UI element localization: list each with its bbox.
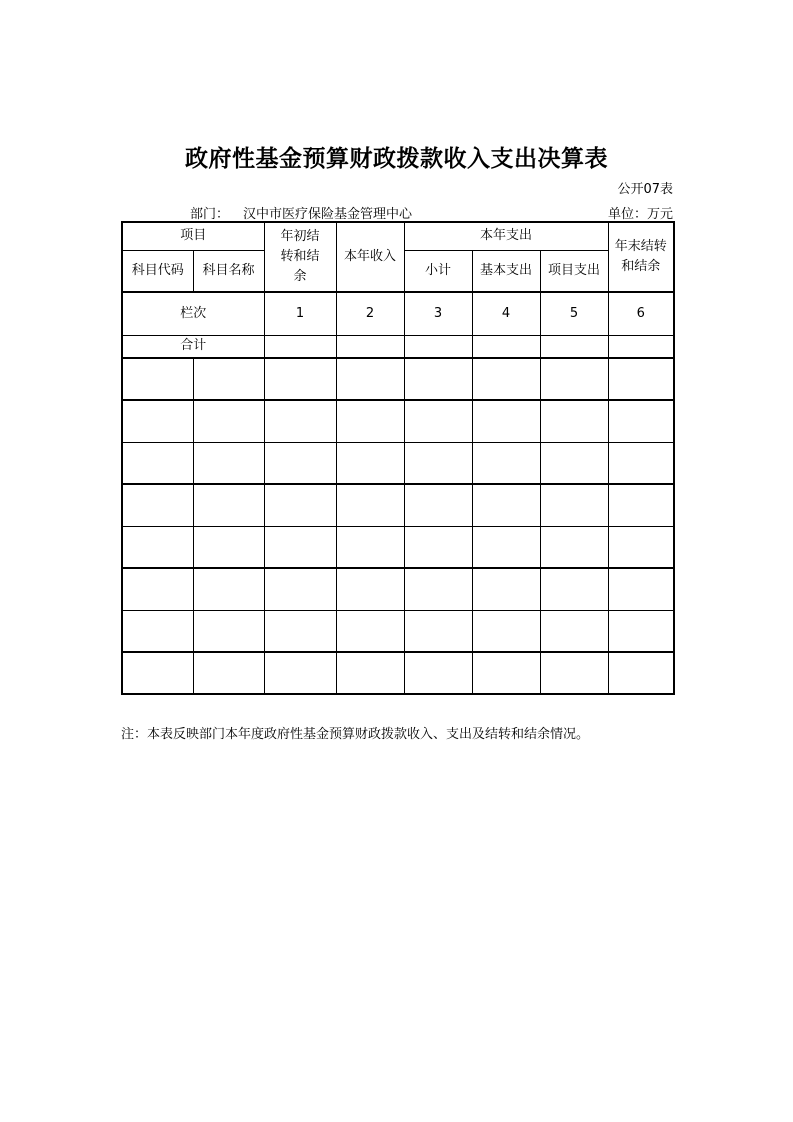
header-subject-name: 科目名称 [193, 250, 264, 292]
table-row [122, 610, 674, 652]
table-row [122, 568, 674, 610]
table-cell [336, 652, 404, 694]
table-cell [608, 358, 674, 400]
table-cell [336, 484, 404, 526]
column-number: 6 [608, 292, 674, 335]
table-cell [193, 610, 264, 652]
table-cell [122, 400, 193, 442]
table-cell [404, 484, 472, 526]
total-row [122, 335, 674, 358]
header-ending-balance [608, 222, 674, 292]
header-beginning-balance [264, 222, 336, 292]
table-row [122, 652, 674, 694]
table-cell [404, 610, 472, 652]
table-cell [193, 526, 264, 568]
table-cell [404, 358, 472, 400]
total-cell [608, 335, 674, 358]
table-cell [540, 484, 608, 526]
table-cell [404, 400, 472, 442]
header-subtotal: 小计 [404, 250, 472, 292]
table-cell [472, 442, 540, 484]
department-name: 汉中市医疗保险基金管理中心 [243, 207, 413, 222]
unit-label: 单位：万元 [607, 207, 673, 222]
total-cell [264, 335, 336, 358]
table-cell [472, 358, 540, 400]
table-cell [264, 400, 336, 442]
table-cell [540, 652, 608, 694]
header-basic-expense: 基本支出 [472, 250, 540, 292]
form-number: 公开07表 [617, 182, 673, 197]
table-cell [264, 610, 336, 652]
page-title: 政府性基金预算财政拨款收入支出决算表 [185, 146, 608, 172]
table-cell [264, 358, 336, 400]
header-ending-balance-text: 年末结转和结余 [614, 239, 667, 274]
table-cell [404, 652, 472, 694]
table-cell [193, 652, 264, 694]
column-number: 5 [540, 292, 608, 335]
table-cell [608, 652, 674, 694]
table-cell [608, 568, 674, 610]
table-cell [608, 400, 674, 442]
total-cell [472, 335, 540, 358]
table-cell [122, 568, 193, 610]
header-subject-code: 科目代码 [122, 250, 193, 292]
table-cell [122, 652, 193, 694]
header-row-1 [122, 222, 674, 250]
table-cell [193, 358, 264, 400]
table-cell [336, 442, 404, 484]
table-row [122, 442, 674, 484]
table-cell [540, 358, 608, 400]
table-cell [540, 610, 608, 652]
table-cell [193, 442, 264, 484]
column-number: 2 [336, 292, 404, 335]
table-cell [193, 568, 264, 610]
table-cell [122, 610, 193, 652]
table-row [122, 400, 674, 442]
total-label: 合计 [122, 335, 264, 358]
table-cell [264, 568, 336, 610]
header-project-expense: 项目支出 [540, 250, 608, 292]
table-cell [336, 358, 404, 400]
table-cell [472, 526, 540, 568]
table-cell [264, 484, 336, 526]
table-cell [336, 526, 404, 568]
table-cell [264, 442, 336, 484]
table-cell [264, 652, 336, 694]
department-label: 部门： [190, 207, 230, 222]
table-cell [193, 400, 264, 442]
budget-table [121, 221, 675, 695]
table-cell [472, 400, 540, 442]
total-cell [336, 335, 404, 358]
table-cell [540, 442, 608, 484]
table-cell [404, 526, 472, 568]
table-cell [122, 484, 193, 526]
table-cell [472, 610, 540, 652]
footnote: 注：本表反映部门本年度政府性基金预算财政拨款收入、支出及结转和结余情况。 [121, 727, 590, 742]
table-cell [336, 568, 404, 610]
header-current-income: 本年收入 [336, 222, 404, 292]
table-cell [540, 400, 608, 442]
table-cell [608, 526, 674, 568]
table-cell [122, 358, 193, 400]
table-cell [193, 484, 264, 526]
table-row [122, 358, 674, 400]
table-cell [336, 610, 404, 652]
column-number: 3 [404, 292, 472, 335]
table-cell [264, 526, 336, 568]
column-index-row [122, 292, 674, 335]
table-cell [540, 568, 608, 610]
table-cell [336, 400, 404, 442]
table-cell [608, 442, 674, 484]
header-beginning-balance-text: 年初结转和结余 [280, 229, 320, 284]
column-number: 1 [264, 292, 336, 335]
table-cell [404, 442, 472, 484]
table-row [122, 526, 674, 568]
table-cell [122, 442, 193, 484]
table-cell [540, 526, 608, 568]
table-cell [608, 610, 674, 652]
table-cell [472, 484, 540, 526]
table-cell [122, 526, 193, 568]
table-row [122, 484, 674, 526]
table-cell [608, 484, 674, 526]
table-cell [472, 568, 540, 610]
table-cell [404, 568, 472, 610]
table-cell [472, 652, 540, 694]
column-index-label: 栏次 [122, 292, 264, 335]
column-number: 4 [472, 292, 540, 335]
total-cell [404, 335, 472, 358]
department-line [190, 203, 412, 222]
header-current-expense: 本年支出 [404, 222, 608, 250]
header-item: 项目 [122, 222, 264, 250]
total-cell [540, 335, 608, 358]
